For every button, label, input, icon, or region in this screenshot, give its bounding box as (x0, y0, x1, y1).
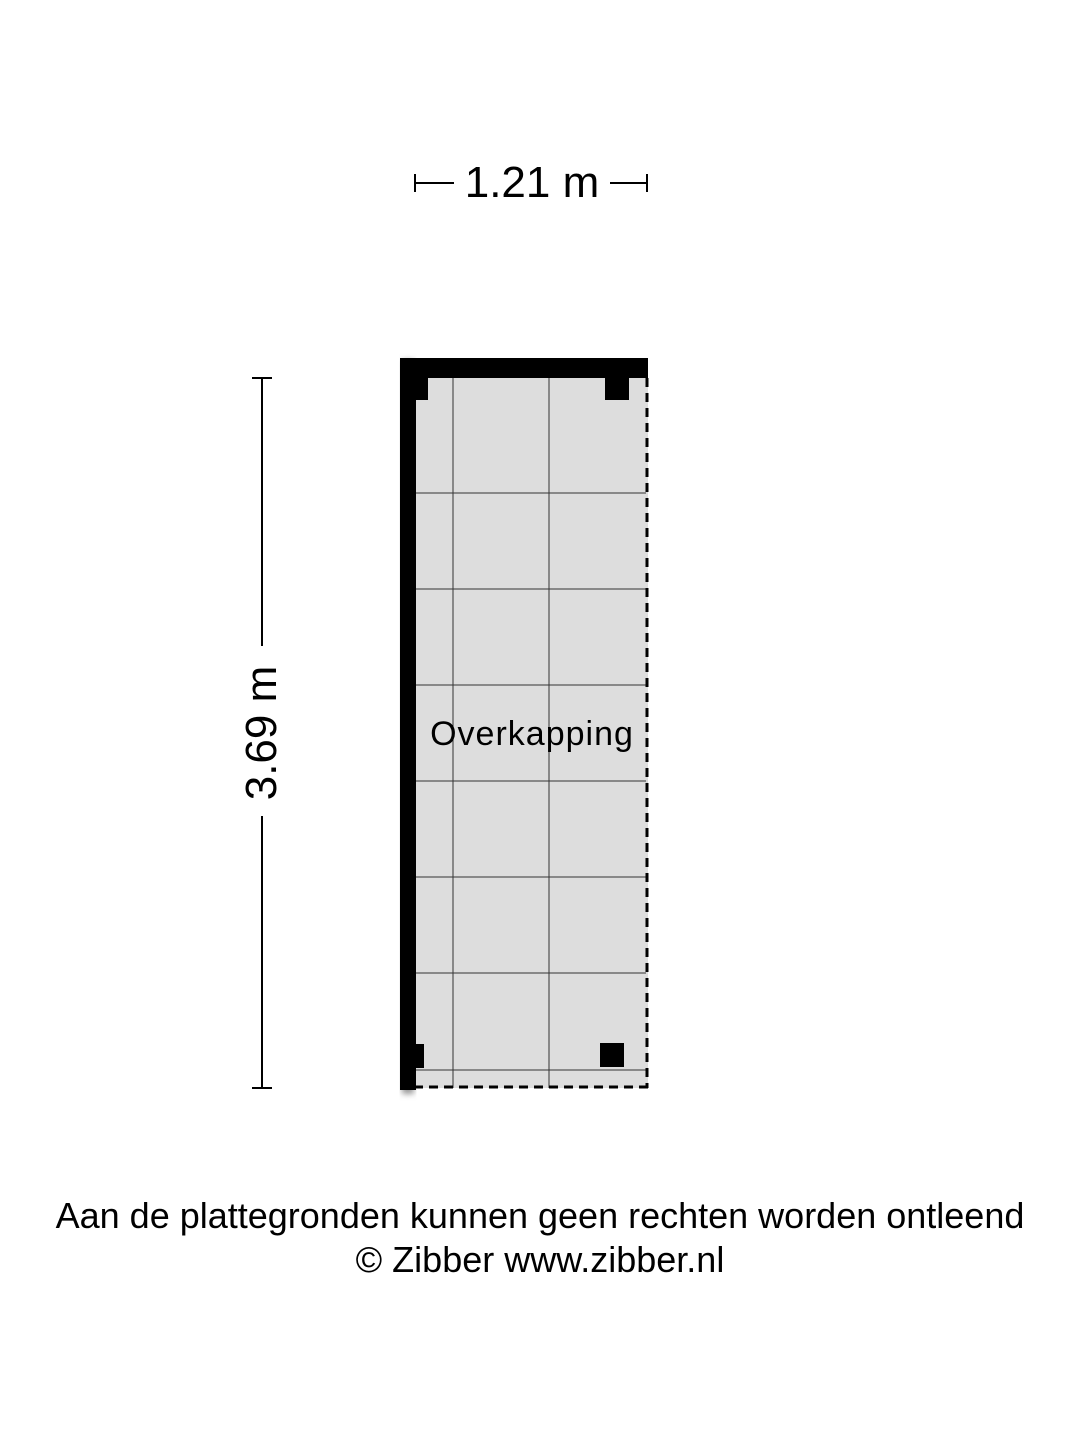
width-dimension (412, 158, 650, 208)
copyright-text: © Zibber www.zibber.nl (355, 1239, 725, 1280)
width-tick-right (646, 174, 648, 192)
corner-post-bottom-left (414, 1044, 424, 1068)
height-dimension (230, 376, 294, 1090)
width-label: 1.21 m (464, 158, 600, 207)
height-label: 3.69 m (237, 665, 286, 801)
post-bottom-right (600, 1043, 624, 1067)
room-name-label: Overkapping (430, 715, 634, 753)
post-top-right (605, 378, 629, 400)
height-tick-bottom (252, 1087, 272, 1089)
top-wall (400, 358, 648, 378)
width-line-left (414, 182, 454, 184)
footer (0, 1194, 1080, 1282)
disclaimer-text: Aan de plattegronden kunnen geen rechten worden ontleend (55, 1195, 1025, 1236)
width-line-right (610, 182, 648, 184)
corner-post-top-left (414, 376, 428, 400)
height-line-bottom (261, 816, 263, 1088)
height-line-top (261, 378, 263, 646)
